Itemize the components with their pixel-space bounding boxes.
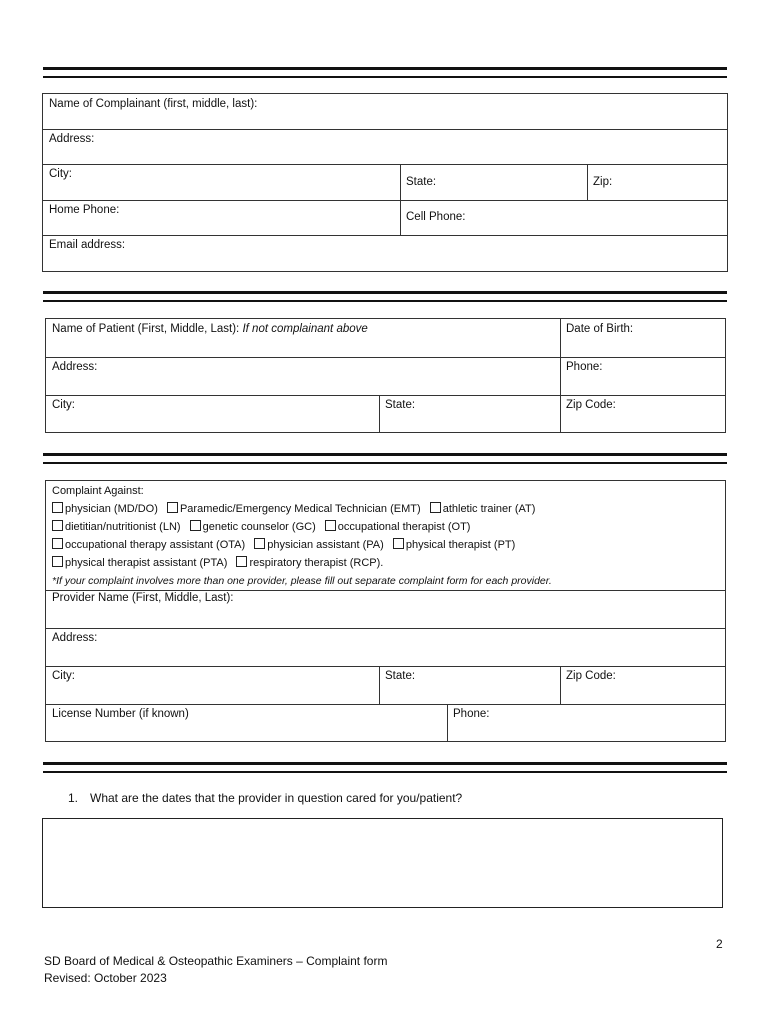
complainant-email-label: Email address:	[49, 239, 126, 251]
patient-address-label: Address:	[52, 361, 98, 373]
provider-type-row-4	[52, 554, 719, 572]
provider-name-field[interactable]	[46, 590, 725, 628]
provider-city-label: City:	[52, 670, 75, 682]
checkbox[interactable]	[52, 520, 63, 531]
provider-zip-field[interactable]	[560, 666, 725, 704]
patient-table	[45, 318, 726, 433]
patient-state-field[interactable]	[379, 395, 560, 432]
complainant-name-field[interactable]	[43, 94, 727, 129]
checkbox[interactable]	[254, 538, 265, 549]
provider-zip-label: Zip Code:	[566, 670, 616, 682]
checkbox[interactable]	[393, 538, 404, 549]
question-1-answer-box[interactable]	[42, 818, 723, 908]
option-respiratory-therapist[interactable]: respiratory therapist (RCP).	[236, 557, 383, 569]
option-occupational-therapist[interactable]: occupational therapist (OT)	[325, 521, 471, 533]
patient-phone-label: Phone:	[566, 361, 603, 373]
checkbox[interactable]	[52, 556, 63, 567]
provider-license-field[interactable]	[46, 704, 447, 741]
complainant-home-phone-label: Home Phone:	[49, 204, 120, 216]
provider-table	[45, 480, 726, 742]
patient-city-label: City:	[52, 399, 75, 411]
section-divider	[43, 762, 727, 773]
complainant-zip-label: Zip:	[593, 176, 613, 188]
patient-city-field[interactable]	[46, 395, 379, 432]
section-divider	[43, 67, 727, 78]
patient-name-note: If not complainant above	[242, 323, 368, 335]
patient-dob-field[interactable]	[560, 319, 725, 357]
section-divider	[43, 453, 727, 464]
option-physical-therapist[interactable]: physical therapist (PT)	[393, 539, 515, 551]
checkbox[interactable]	[52, 502, 63, 513]
option-athletic-trainer[interactable]: athletic trainer (AT)	[430, 503, 536, 515]
patient-address-field[interactable]	[46, 357, 560, 395]
provider-type-row-1	[52, 500, 719, 518]
complainant-address-field[interactable]	[43, 129, 727, 164]
patient-zip-field[interactable]	[560, 395, 725, 432]
question-text: What are the dates that the provider in question cared for you/patient?	[90, 791, 463, 805]
checkbox[interactable]	[236, 556, 247, 567]
option-physician-assistant[interactable]: physician assistant (PA)	[254, 539, 384, 551]
complainant-state-label: State:	[406, 176, 437, 188]
patient-name-label: Name of Patient (First, Middle, Last):	[52, 323, 240, 335]
complainant-city-field[interactable]	[43, 164, 400, 200]
complainant-zip-field[interactable]	[587, 164, 727, 200]
provider-city-field[interactable]	[46, 666, 379, 704]
complainant-home-phone-field[interactable]	[43, 200, 400, 235]
multiple-provider-note: *If your complaint involves more than one provider, please fill out separate complaint form for each provider.	[52, 575, 552, 587]
option-genetic-counselor[interactable]: genetic counselor (GC)	[190, 521, 316, 533]
provider-state-label: State:	[385, 670, 416, 682]
patient-dob-label: Date of Birth:	[566, 323, 634, 335]
page-number: 2	[716, 937, 723, 951]
option-physician[interactable]: physician (MD/DO)	[52, 503, 158, 515]
provider-license-label: License Number (if known)	[52, 708, 189, 720]
complainant-cell-phone-label: Cell Phone:	[406, 211, 466, 223]
complainant-cell-phone-field[interactable]	[400, 200, 727, 235]
option-pt-assistant[interactable]: physical therapist assistant (PTA)	[52, 557, 227, 569]
provider-address-label: Address:	[52, 632, 98, 644]
provider-phone-field[interactable]	[447, 704, 725, 741]
option-ot-assistant[interactable]: occupational therapy assistant (OTA)	[52, 539, 245, 551]
complainant-name-label: Name of Complainant (first, middle, last):	[49, 98, 258, 110]
provider-name-label: Provider Name (First, Middle, Last):	[52, 592, 234, 604]
footer-title: SD Board of Medical & Osteopathic Examiners – Complaint form	[44, 954, 388, 968]
complainant-city-label: City:	[49, 168, 72, 180]
provider-state-field[interactable]	[379, 666, 560, 704]
option-paramedic-emt[interactable]: Paramedic/Emergency Medical Technician (EMT)	[167, 503, 421, 515]
footer-revised: Revised: October 2023	[44, 971, 167, 985]
patient-name-field[interactable]	[46, 319, 560, 357]
checkbox[interactable]	[52, 538, 63, 549]
complainant-state-field[interactable]	[400, 164, 587, 200]
provider-phone-label: Phone:	[453, 708, 490, 720]
checkbox[interactable]	[325, 520, 336, 531]
option-dietitian[interactable]: dietitian/nutritionist (LN)	[52, 521, 181, 533]
patient-phone-field[interactable]	[560, 357, 725, 395]
section-divider	[43, 291, 727, 302]
question-number: 1.	[68, 791, 79, 805]
complainant-table	[42, 93, 728, 272]
checkbox[interactable]	[190, 520, 201, 531]
provider-type-row-3	[52, 536, 719, 554]
checkbox[interactable]	[167, 502, 178, 513]
provider-address-field[interactable]	[46, 628, 725, 666]
complaint-against-section	[46, 481, 725, 590]
checkbox[interactable]	[430, 502, 441, 513]
patient-zip-label: Zip Code:	[566, 399, 616, 411]
complainant-email-field[interactable]	[43, 235, 727, 271]
provider-type-row-2	[52, 518, 719, 536]
complainant-address-label: Address:	[49, 133, 95, 145]
question-1	[68, 791, 462, 805]
patient-state-label: State:	[385, 399, 416, 411]
complaint-against-label: Complaint Against:	[52, 485, 144, 497]
